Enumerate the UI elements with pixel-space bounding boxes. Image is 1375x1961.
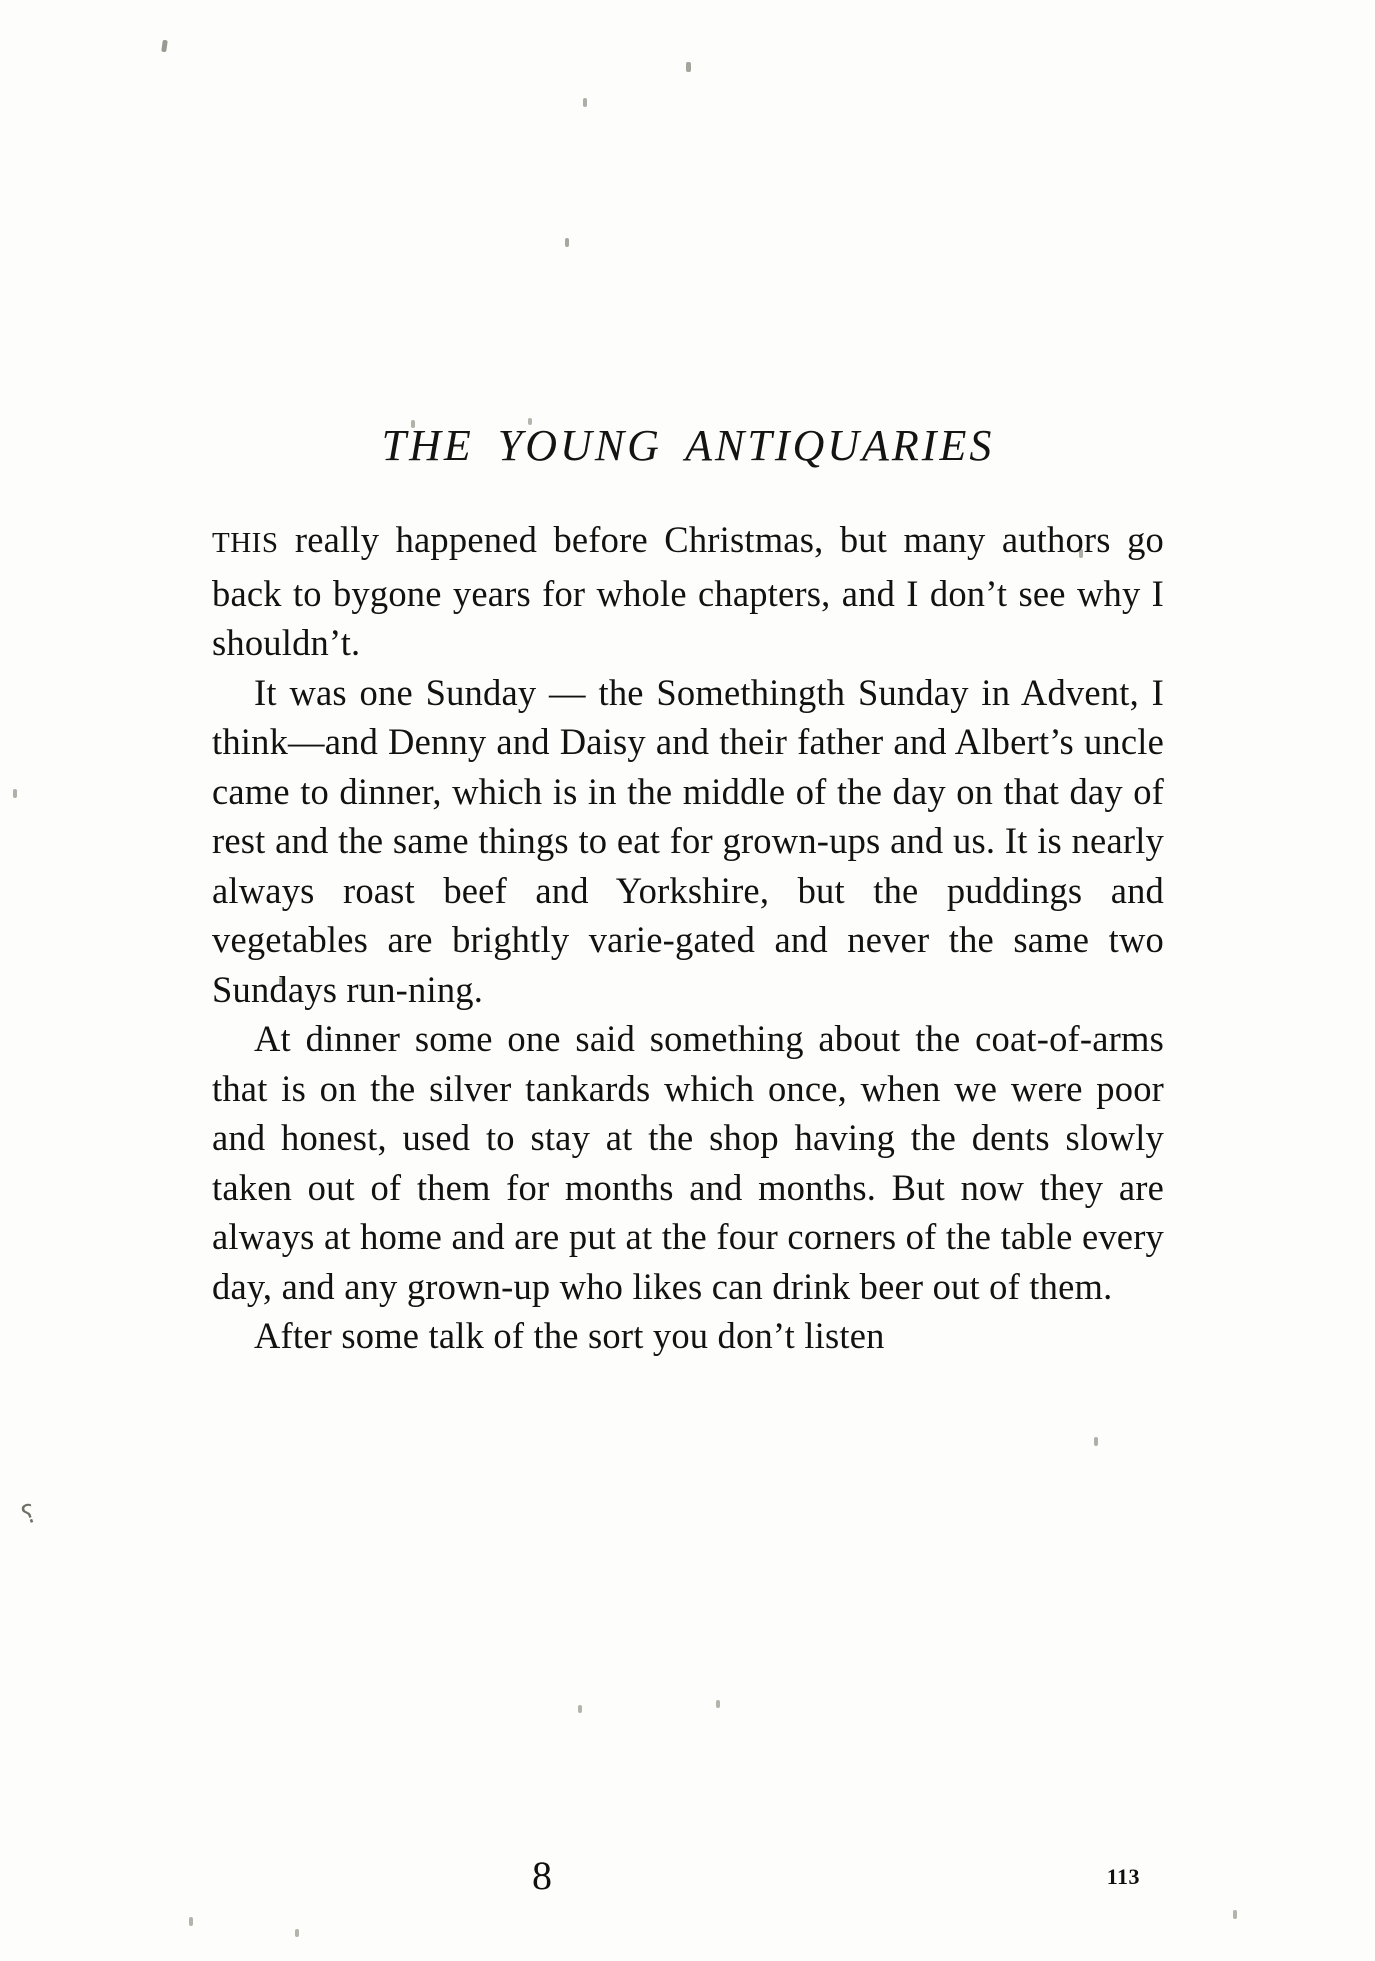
scan-speck	[1233, 1910, 1237, 1919]
paragraph-1	[212, 515, 1164, 668]
paragraph-4: After some talk of the sort you don’t listen	[254, 1315, 885, 1356]
margin-pencil-mark: ⸮	[17, 1498, 40, 1531]
scan-speck	[583, 98, 587, 107]
signature-mark: 8	[532, 1853, 552, 1898]
scan-speck	[161, 40, 168, 53]
scan-speck	[578, 1705, 582, 1713]
paragraph-2: It was one Sunday — the Somethingth Sunday in Advent, I think—and Denny and Daisy and their father and Albert’s uncle came to dinner, which is in the middle of the day on that day of rest and the same things to eat for grown-ups and us. It is nearly always roast beef and Yorkshire, but the puddings and vegetables are brightly varie-gated and never the same two Sundays run-ning.	[212, 671, 1164, 1010]
scan-speck	[565, 238, 569, 247]
page-text-column	[212, 420, 1164, 1361]
scan-speck	[13, 789, 17, 798]
chapter-title: THE YOUNG ANTIQUARIES	[381, 421, 995, 470]
page-number: 113	[1106, 1864, 1140, 1889]
page-footer	[212, 1852, 1164, 1896]
scan-speck	[686, 62, 691, 72]
scan-speck	[716, 1700, 720, 1708]
scan-speck	[189, 1917, 193, 1926]
paragraph-1-text: really happened before Christmas, but many authors go back to bygone years for whole chapters, and I don’t see why I shouldn’t.	[212, 519, 1164, 663]
scan-speck	[295, 1929, 299, 1937]
scan-speck	[1094, 1437, 1098, 1446]
paragraph-3: At dinner some one said something about the coat-of-arms that is on the silver tankards which once, when we were poor and honest, used to stay at the shop having the dents slowly taken out of them for months and months. But now they are always at home and are put at the four corners of the table every day, and any grown-up who likes can drink beer out of them.	[212, 1018, 1164, 1307]
paragraph-1-lead-smallcaps: THIS	[212, 527, 279, 559]
